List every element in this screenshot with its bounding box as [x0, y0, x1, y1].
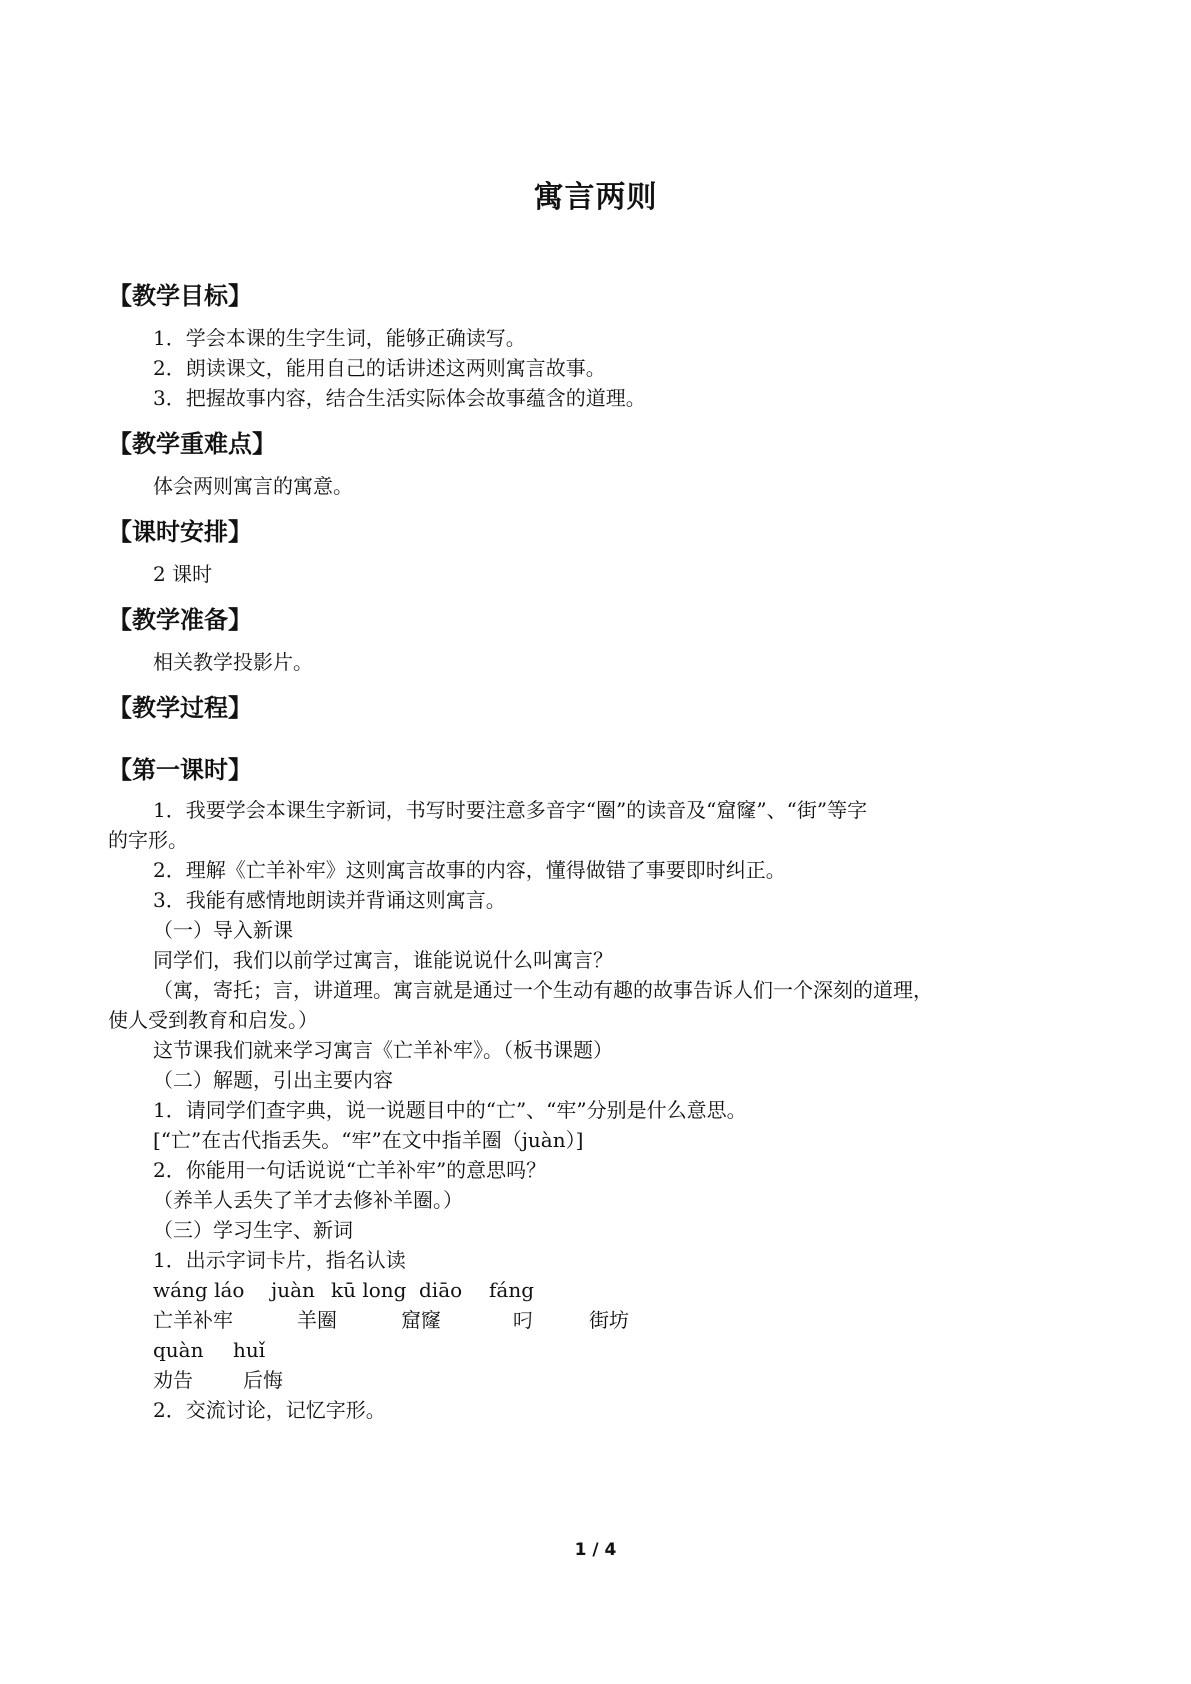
paragraph: （寓，寄托；言，讲道理。寓言就是通过一个生动有趣的故事告诉人们一个深刻的道理， — [153, 978, 933, 1002]
paragraph: 同学们，我们以前学过寓言，谁能说说什么叫寓言？ — [153, 948, 613, 972]
heading-keypoints: 【教学重难点】 — [108, 430, 276, 458]
paragraph: 这节课我们就来学习寓言《亡羊补牢》。（板书课题） — [153, 1038, 613, 1062]
paragraph-cont: 使人受到教育和启发。） — [108, 1008, 318, 1032]
heading-schedule: 【课时安排】 — [108, 518, 252, 546]
paragraph: 1．出示字词卡片，指名认读 — [153, 1248, 406, 1272]
vocab-word: 羊圈 — [297, 1308, 337, 1332]
heading-lesson-one: 【第一课时】 — [108, 756, 252, 784]
pinyin: diāo — [419, 1278, 463, 1302]
section-heading: （二）解题，引出主要内容 — [153, 1068, 393, 1092]
pinyin: quàn — [153, 1338, 204, 1362]
schedule-text: 2 课时 — [153, 562, 213, 586]
paragraph: 2．交流讨论，记忆字形。 — [153, 1398, 386, 1422]
vocab-word: 后悔 — [243, 1368, 283, 1392]
vocab-word: 街坊 — [589, 1308, 629, 1332]
vocab-word: 叼 — [513, 1308, 533, 1332]
section-heading: （三）学习生字、新词 — [153, 1218, 353, 1242]
lesson-goal: 2．理解《亡羊补牢》这则寓言故事的内容，懂得做错了事要即时纠正。 — [153, 858, 786, 882]
paragraph: 2．你能用一句话说说“亡羊补牢”的意思吗？ — [153, 1158, 547, 1182]
pinyin: kū long — [331, 1278, 407, 1302]
lesson-goal: 1．我要学会本课生字新词，书写时要注意多音字“圈”的读音及“窟窿”、“街”等字 — [153, 798, 868, 822]
paragraph: 1．请同学们查字典，说一说题目中的“亡”、“牢”分别是什么意思。 — [153, 1098, 747, 1122]
goal-item: 3．把握故事内容，结合生活实际体会故事蕴含的道理。 — [153, 386, 646, 410]
heading-prep: 【教学准备】 — [108, 606, 252, 634]
section-heading: （一）导入新课 — [153, 918, 293, 942]
page-number: 1 / 4 — [574, 1540, 617, 1560]
pinyin: juàn — [271, 1278, 315, 1302]
paragraph: （养羊人丢失了羊才去修补羊圈。） — [153, 1188, 463, 1212]
paragraph: [“亡”在古代指丢失。“牢”在文中指羊圈（juàn）] — [153, 1128, 584, 1152]
heading-process: 【教学过程】 — [108, 694, 252, 722]
heading-goals: 【教学目标】 — [108, 282, 252, 310]
goal-item: 1．学会本课的生字生词，能够正确读写。 — [153, 326, 526, 350]
pinyin: huǐ — [233, 1338, 266, 1362]
lesson-goal: 3．我能有感情地朗读并背诵这则寓言。 — [153, 888, 506, 912]
vocab-word: 窟窿 — [401, 1308, 441, 1332]
pinyin: wáng láo — [153, 1278, 245, 1302]
prep-text: 相关教学投影片。 — [153, 650, 313, 674]
page-title: 寓言两则 — [533, 180, 658, 215]
lesson-goal-cont: 的字形。 — [108, 828, 188, 852]
pinyin: fáng — [489, 1278, 535, 1302]
goal-item: 2．朗读课文，能用自己的话讲述这两则寓言故事。 — [153, 356, 606, 380]
keypoints-text: 体会两则寓言的寓意。 — [153, 474, 353, 498]
vocab-word: 亡羊补牢 — [153, 1308, 233, 1332]
vocab-word: 劝告 — [153, 1368, 193, 1392]
